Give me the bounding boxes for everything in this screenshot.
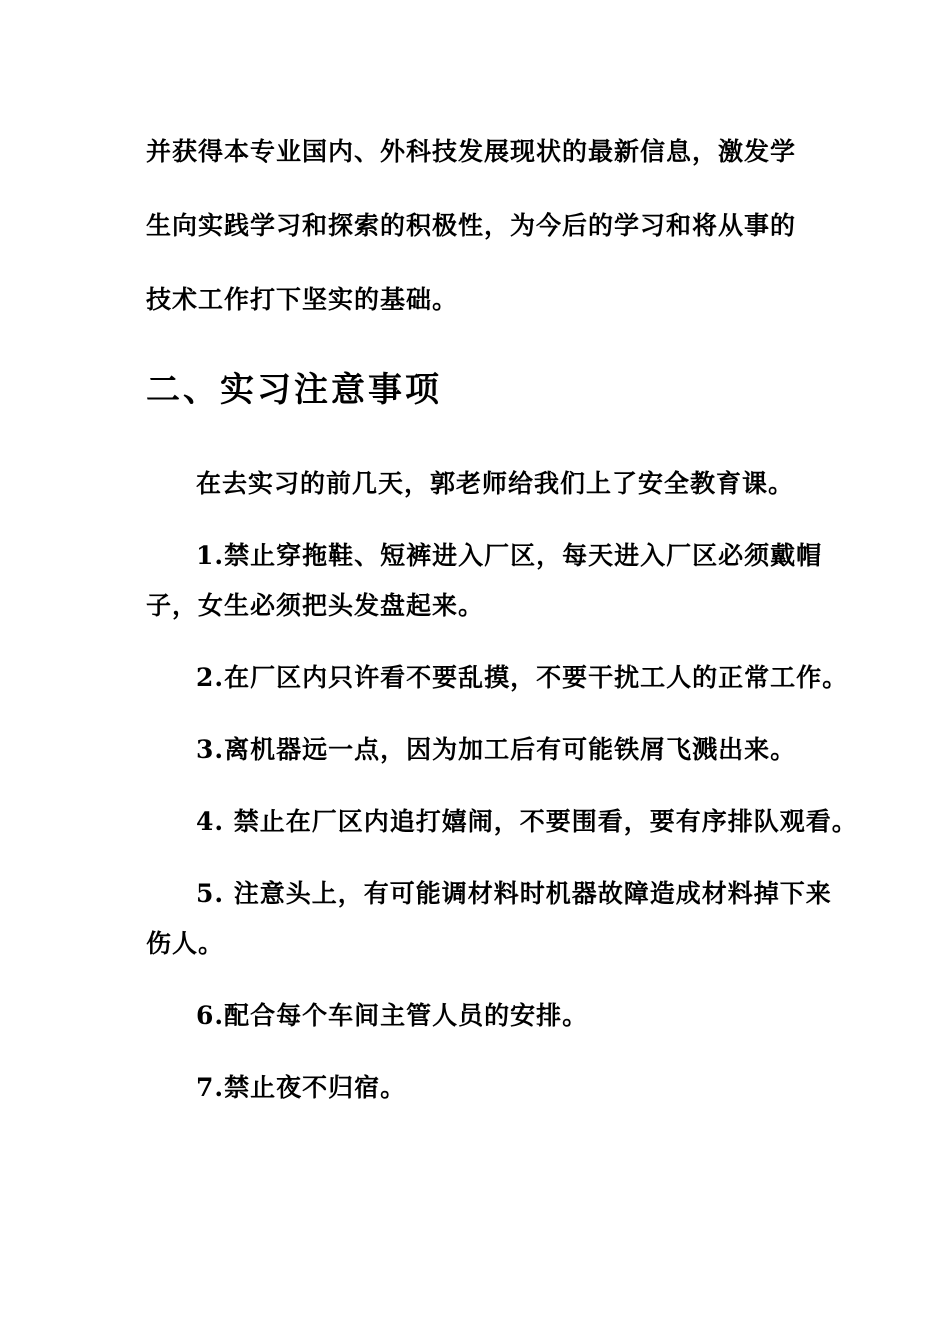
section-heading: 二、实习注意事项	[146, 370, 442, 410]
item-5-line-2: 伤人。	[146, 929, 225, 958]
item-3: 3.离机器远一点，因为加工后有可能铁屑飞溅出来。	[196, 735, 797, 764]
item-4: 4. 禁止在厂区内追打嬉闹，不要围看，要有序排队观看。	[196, 807, 858, 836]
item-1-line-1: 1.禁止穿拖鞋、短裤进入厂区，每天进入厂区必须戴帽	[196, 541, 823, 570]
intro-line-3: 技术工作打下坚实的基础。	[146, 285, 459, 314]
intro-line-1: 并获得本专业国内、外科技发展现状的最新信息，激发学	[146, 137, 797, 166]
intro-line-2: 生向实践学习和探索的积极性，为今后的学习和将从事的	[146, 211, 797, 240]
item-6: 6.配合每个车间主管人员的安排。	[196, 1001, 589, 1030]
item-7: 7.禁止夜不归宿。	[196, 1073, 407, 1102]
item-1-line-2: 子，女生必须把头发盘起来。	[146, 591, 485, 620]
section-intro: 在去实习的前几天，郭老师给我们上了安全教育课。	[196, 469, 795, 498]
item-5-line-1: 5. 注意头上，有可能调材料时机器故障造成材料掉下来	[196, 879, 832, 908]
item-2: 2.在厂区内只许看不要乱摸，不要干扰工人的正常工作。	[196, 663, 849, 692]
